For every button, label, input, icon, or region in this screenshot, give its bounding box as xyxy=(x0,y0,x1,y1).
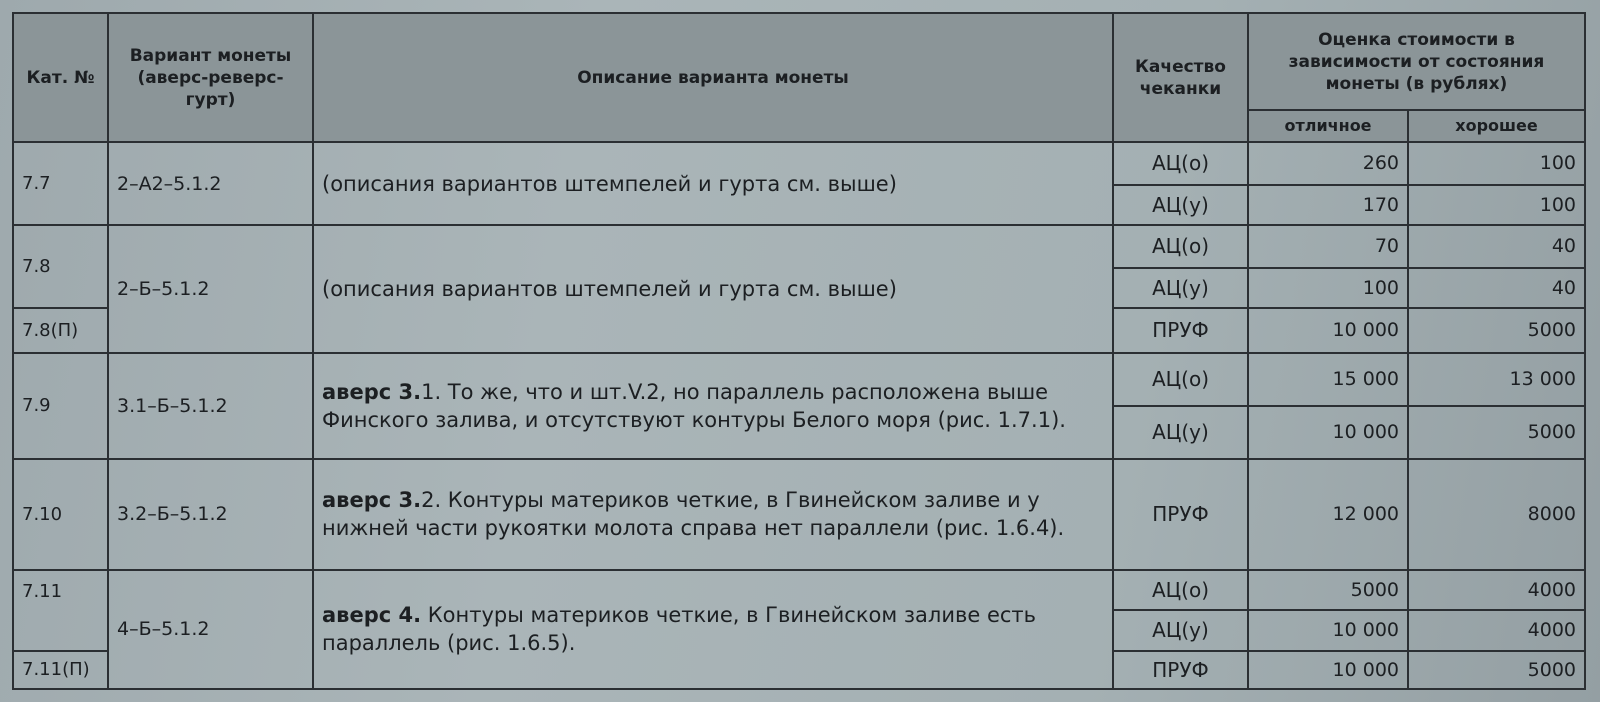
cat-number: 7.8 xyxy=(13,225,108,308)
price-good: 13 000 xyxy=(1408,353,1585,406)
price-excellent: 10 000 xyxy=(1248,610,1408,650)
quality-cell: АЦ(о) xyxy=(1113,570,1248,610)
quality-cell: ПРУФ xyxy=(1113,308,1248,353)
price-excellent: 5000 xyxy=(1248,570,1408,610)
table-row xyxy=(13,142,1585,185)
header-variant: Вариант монеты (аверс-реверс-гурт) xyxy=(108,13,313,142)
description-text: Контуры материков четкие, в Гвинейском заливе есть параллель (рис. 1.6.5). xyxy=(322,603,1037,656)
variant-description xyxy=(313,459,1113,570)
price-good: 5000 xyxy=(1408,406,1585,459)
table-row xyxy=(13,225,1585,268)
cat-number: 7.7 xyxy=(13,142,108,225)
cat-number: 7.9 xyxy=(13,353,108,459)
header-cat-no: Кат. № xyxy=(13,13,108,142)
quality-cell: АЦ(о) xyxy=(1113,142,1248,185)
header-quality: Качество чеканки xyxy=(1113,13,1248,142)
cat-number: 7.10 xyxy=(13,459,108,570)
price-excellent: 15 000 xyxy=(1248,353,1408,406)
price-good: 40 xyxy=(1408,268,1585,308)
price-excellent: 70 xyxy=(1248,225,1408,268)
quality-cell: АЦ(у) xyxy=(1113,185,1248,225)
price-good: 5000 xyxy=(1408,308,1585,353)
cat-number-proof: 7.8(П) xyxy=(13,308,108,353)
variant-code: 3.1–Б–5.1.2 xyxy=(108,353,313,459)
quality-cell: АЦ(у) xyxy=(1113,268,1248,308)
variant-code: 3.2–Б–5.1.2 xyxy=(108,459,313,570)
price-good: 40 xyxy=(1408,225,1585,268)
price-excellent: 10 000 xyxy=(1248,308,1408,353)
obverse-label: аверс 4. xyxy=(322,603,422,628)
obverse-label: аверс 3. xyxy=(322,488,422,513)
cat-number: 7.11 xyxy=(13,570,108,651)
table-row xyxy=(13,570,1585,610)
quality-cell: АЦ(у) xyxy=(1113,406,1248,459)
coin-variants-table xyxy=(12,12,1586,690)
price-excellent: 10 000 xyxy=(1248,651,1408,689)
header-good: хорошее xyxy=(1408,110,1585,142)
price-good: 8000 xyxy=(1408,459,1585,570)
variant-description: (описания вариантов штемпелей и гурта см. выше) xyxy=(313,225,1113,353)
price-good: 100 xyxy=(1408,142,1585,185)
variant-description xyxy=(313,353,1113,459)
price-excellent: 260 xyxy=(1248,142,1408,185)
variant-code: 4–Б–5.1.2 xyxy=(108,570,313,689)
price-good: 100 xyxy=(1408,185,1585,225)
price-good: 4000 xyxy=(1408,570,1585,610)
variant-description xyxy=(313,570,1113,689)
variant-code: 2–Б–5.1.2 xyxy=(108,225,313,353)
quality-cell: АЦ(у) xyxy=(1113,610,1248,650)
quality-cell: АЦ(о) xyxy=(1113,353,1248,406)
price-excellent: 12 000 xyxy=(1248,459,1408,570)
header-estimate: Оценка стоимости в зависимости от состояния монеты (в рублях) xyxy=(1248,13,1585,110)
description-text: 2. Контуры материков четкие, в Гвинейском заливе и у нижней части рукоятки молота справа нет параллели (рис. 1.6.4). xyxy=(322,488,1065,541)
price-excellent: 170 xyxy=(1248,185,1408,225)
price-excellent: 100 xyxy=(1248,268,1408,308)
description-text: 1. То же, что и шт.V.2, но параллель расположена выше Финского залива, и отсутствуют контуры Белого моря (рис. 1.7.1). xyxy=(322,379,1066,432)
quality-cell: ПРУФ xyxy=(1113,459,1248,570)
price-excellent: 10 000 xyxy=(1248,406,1408,459)
price-good: 5000 xyxy=(1408,651,1585,689)
table-row xyxy=(13,459,1585,570)
variant-code: 2–А2–5.1.2 xyxy=(108,142,313,225)
cat-number-proof: 7.11(П) xyxy=(13,651,108,689)
table-row xyxy=(13,353,1585,406)
price-good: 4000 xyxy=(1408,610,1585,650)
variant-description: (описания вариантов штемпелей и гурта см. выше) xyxy=(313,142,1113,225)
header-excellent: отличное xyxy=(1248,110,1408,142)
quality-cell: АЦ(о) xyxy=(1113,225,1248,268)
obverse-label: аверс 3. xyxy=(322,379,422,404)
header-description: Описание варианта монеты xyxy=(313,13,1113,142)
quality-cell: ПРУФ xyxy=(1113,651,1248,689)
